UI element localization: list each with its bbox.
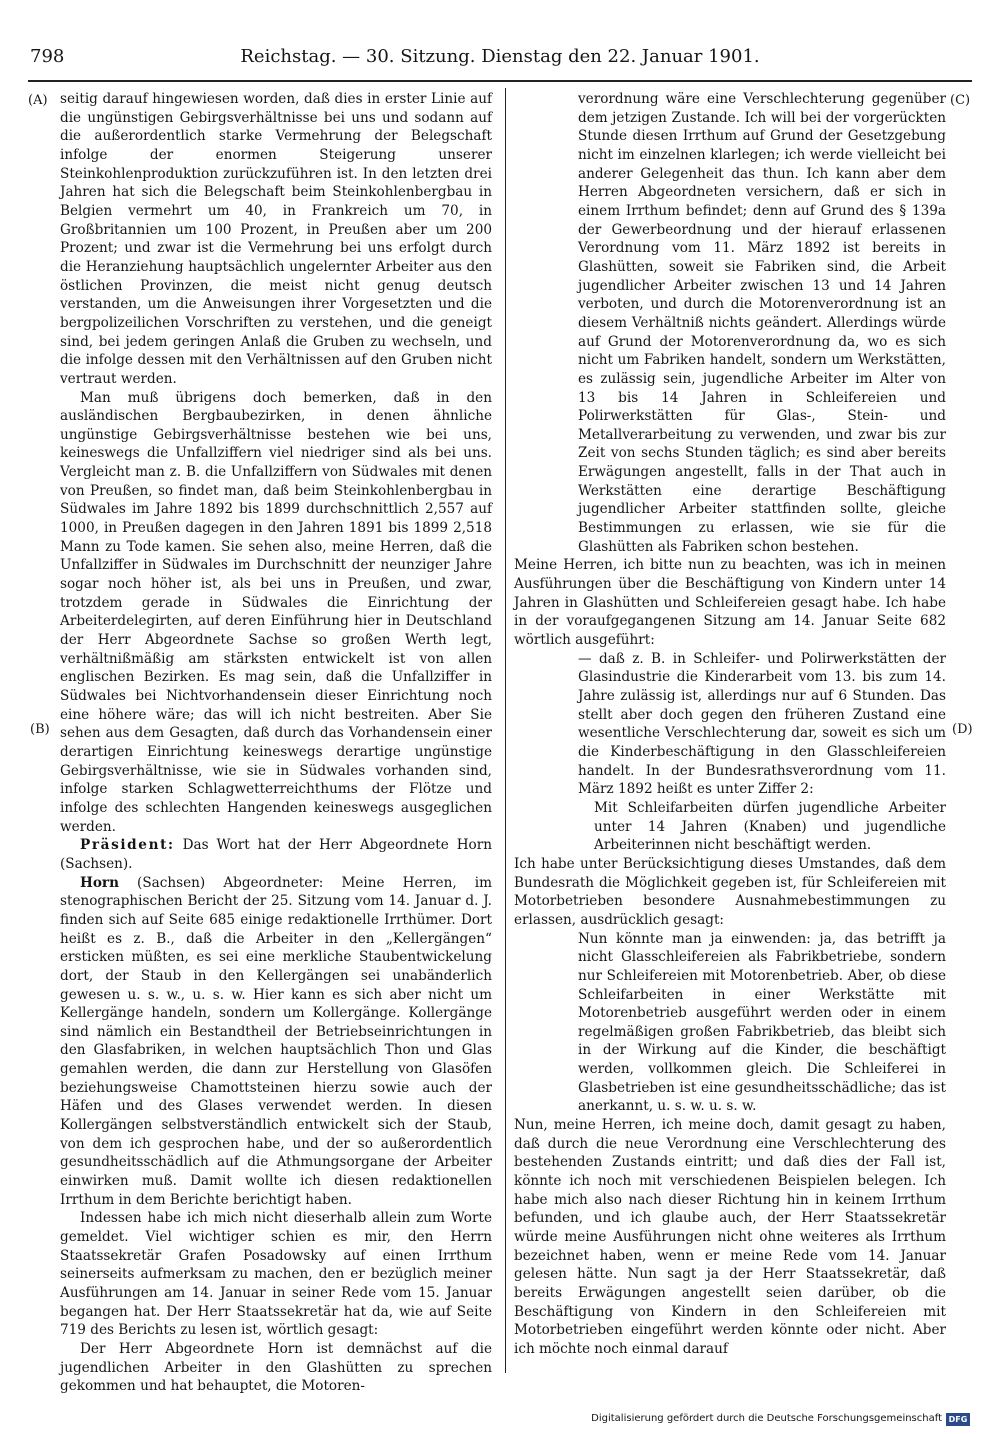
dfg-logo: DFG	[946, 1413, 970, 1426]
running-header	[30, 44, 970, 70]
block-quote: Nun könnte man ja einwenden: ja, das betrifft ja nicht Glasschleifereien als Fabrikbetriebe, sondern nur Schleifereien mit Motorenbetrieb. Aber, ob diese Schleifarbeiten in einer Werkstätte mit Motorenbetrieb ausgeführt werden oder in einem regelmäßigen großen Fabrikbetrieb, das bleibt sich in der Wirkung auf die Kinder, die beschäftigt werden, vollkommen gleich. Die Schleiferei in Glasbetrieben ist eine gesundheitsschädliche; das ist anerkannt, u. s. w. u. s. w.	[578, 930, 946, 1115]
margin-mark-a: (A)	[28, 93, 48, 108]
margin-mark-b: (B)	[30, 722, 50, 737]
digitization-footer	[591, 1412, 970, 1426]
footer-text: Digitalisierung gefördert durch die Deutsche Forschungsgemeinschaft	[591, 1413, 942, 1424]
paragraph-president	[60, 836, 492, 873]
speech-text: (Sachsen) Abgeordneter: Meine Herren, im stenographischen Bericht der 25. Sitzung vom 14. Januar d. J. finden sich auf Seite 685 einige redaktionelle Irrthümer. Dort heißt es z. B., daß die Arbeiter in den „Kellergängen“ ersticken müßten, es sei eine merkliche Staubentwickelung dort, der Staub in den Kellergängen sei unabänderlich gewesen u. s. w., u. s. w. Hier kann es sich aber nicht um Kellergänge handeln, sondern um Kollergänge. Kollergänge sind nämlich ein Bestandtheil der Betriebseinrichtungen in den Glasfabriken, in welchen hauptsächlich Thon und Glas gemahlen werden, die dann zur Herstellung von Glasöfen beziehungsweise Chamottsteinen hierzu sowie auch der Häfen und des Glases verwendet werden. In diesen Kollergängen selbstverständlich entwickelt sich der Staub, von dem ich gesprochen habe, und der so außerordentlich gesundheitsschädlich auf die Athmungsorgane der Arbeiter einwirken muß. Damit wollte ich diesen redaktionellen Irrthum in dem Berichte berichtigt haben.	[60, 874, 492, 1208]
column-divider	[505, 88, 506, 1373]
paragraph: Nun, meine Herren, ich meine doch, damit gesagt zu haben, daß durch die neue Verordnung eine Verschlechterung des bestehenden Zustands eintritt; und daß dies der Fall ist, könnte ich noch mit verschiedenen Beispielen belegen. Ich habe mich also nach dieser Richtung hin in keinem Irrthum befunden, und ich glaube auch, der Herr Staatssekretär würde meine Ausführungen nicht ohne weiteres als Irrthum bezeichnet haben, wenn er meine Rede vom 14. Januar gelesen hätte. Nun sagt ja der Herr Staatssekretär, daß bereits Erwägungen angestellt seien darüber, ob die Beschäftigung von Kindern in den Schleifereien mit Motorbetrieben eingeführt werden könnte oder nicht. Aber ich möchte noch einmal darauf	[514, 1117, 946, 1357]
right-column	[514, 90, 946, 1380]
paragraph: Meine Herren, ich bitte nun zu beachten, was ich in meinen Ausführungen über die Beschäftigung von Kindern unter 14 Jahren in Glashütten und Schleifereien gesagt habe. Ich habe in der voraufgegangenen Sitzung am 14. Januar Seite 682 wörtlich ausgeführt:	[514, 557, 946, 649]
left-column	[60, 90, 492, 1395]
header-rule	[28, 80, 972, 82]
margin-mark-d: (D)	[952, 722, 973, 737]
block-quote: — daß z. B. in Schleifer- und Polirwerkstätten der Glasindustrie die Kinderarbeit vom 13. bis zum 14. Jahre zulässig ist, allerdings nur auf 6 Stunden. Das stellt aber doch gegen den früheren Zustand eine wesentliche Verschlechterung dar, soweit es sich um die Kinderbeschäftigung in den Glasschleifereien handelt. In der Bundesrathsverordnung vom 11. März 1892 heißt es unter Ziffer 2:	[578, 650, 946, 798]
paragraph: Indessen habe ich mich nicht dieserhalb allein zum Worte gemeldet. Viel wichtiger schien es mir, den Herrn Staatssekretär Grafen Posadowsky auf einen Irrthum seinerseits aufmerksam zu machen, den er bezüglich meiner Ausführungen am 14. Januar in seiner Rede vom 15. Januar begangen hat. Der Herr Staatssekretär hat da, wie auf Seite 719 des Berichts zu lesen ist, wörtlich gesagt:	[60, 1210, 492, 1339]
speaker-name: Horn	[80, 874, 119, 891]
paragraph: Ich habe unter Berücksichtigung dieses Umstandes, daß dem Bundesrath die Möglichkeit gegeben ist, für Schleifereien mit Motorbetrieben besondere Ausnahmebestimmungen zu erlassen, ausdrücklich gesagt:	[514, 855, 946, 928]
page-number: 798	[30, 46, 65, 67]
block-quote: Der Herr Abgeordnete Horn ist demnächst auf die jugendlichen Arbeiter in den Glashütten zu sprechen gekommen und hat behauptet, die Motoren-	[60, 1340, 492, 1395]
speech-text: Das Wort hat der Herr Abgeordnete Horn (Sachsen).	[60, 837, 492, 872]
running-title: Reichstag. — 30. Sitzung. Dienstag den 22. Januar 1901.	[240, 46, 760, 67]
margin-mark-c: (C)	[950, 93, 971, 108]
paragraph-horn	[60, 874, 492, 1210]
paragraph: seitig darauf hingewiesen worden, daß dies in erster Linie auf die ungünstigen Gebirgsverhältnisse bei uns und sodann auf die außerordentlich starke Vermehrung der Belegschaft infolge der enormen Steigerung unserer Steinkohlenproduktion zurückzuführen ist. In den letzten drei Jahren hat sich die Belegschaft beim Steinkohlenbergbau in Belgien vermehrt um 40, in Frankreich um 70, in Großbritannien um 100 Prozent, in Preußen aber um 200 Prozent; und zwar ist die Vermehrung bei uns erfolgt durch die Heranziehung hauptsächlich ungelernter Arbeiter aus den östlichen Provinzen, die meist nicht genug deutsch verstanden, um die Anweisungen ihrer Vorgesetzten und die bergpolizeilichen Vorschriften zu verstehen, und die geneigt sind, bei jedem geringen Anlaß die Gruben zu wechseln, und die infolge dessen mit den Verhältnissen auf den Gruben nicht vertraut werden.	[60, 91, 492, 387]
paragraph: Man muß übrigens doch bemerken, daß in den ausländischen Bergbaubezirken, in denen ähnliche ungünstige Gebirgsverhältnisse bestehen wie bei uns, keineswegs die Unfallziffern viel niedriger sind als bei uns. Vergleicht man z. B. die Unfallziffern von Südwales mit denen von Preußen, so findet man, daß beim Steinkohlenbergbau in Südwales im Jahre 1892 bis 1899 durchschnittlich 2,557 auf 1000, in Preußen dagegen in den Jahren 1891 bis 1899 2,518 Mann zu Tode kamen. Sie sehen also, meine Herren, daß die Unfallziffer in Südwales im Durchschnitt der neunziger Jahre sogar noch höher ist, als bei uns in Preußen, und zwar, trotzdem gerade in Südwales die Einrichtung der Arbeiterdelegirten, auf deren Einführung hier in Deutschland der Herr Abgeordnete Sachse so großen Werth legt, verhältnißmäßig am stärksten entwickelt ist von allen englischen Bezirken. Es mag sein, daß die Unfallziffer in Südwales bei Nichtvorhandensein dieser Einrichtung noch eine höhere wäre; das will ich nicht bestreiten. Aber Sie sehen aus dem Gesagten, daß durch das Vorhandensein einer derartigen Einrichtung keineswegs derartige ungünstige Gebirgsverhältnisse, wie sie in Südwales vorhanden sind, infolge starken Schlagwetterreichthums der Flötze und infolge des schlechten Hangenden keineswegs ausgeglichen werden.	[60, 389, 492, 835]
speaker-name: Präsident:	[80, 837, 175, 854]
nested-quote: Mit Schleifarbeiten dürfen jugendliche Arbeiter unter 14 Jahren (Knaben) und jugendliche Arbeiterinnen nicht beschäftigt werden.	[594, 799, 946, 854]
block-quote: verordnung wäre eine Verschlechterung gegenüber dem jetzigen Zustande. Ich will bei der vorgerückten Stunde diesen Irrthum auf Grund der Gesetzgebung nicht im einzelnen klarlegen; ich werde vielleicht bei anderer Gelegenheit das thun. Ich kann aber dem Herren Abgeordneten versichern, daß er sich in einem Irrthum befindet; denn auf Grund des § 139a der Gewerbeordnung und der hierauf erlassenen Verordnung vom 11. März 1892 ist bereits in Glashütten, soweit sie Fabriken sind, die Arbeit jugendlicher Arbeiter zwischen 13 und 14 Jahren verboten, und durch die Motorenverordnung ist an diesem Verhältniß nichts geändert. Allerdings würde auf Grund der Motorenverordnung da, wo es sich nicht um Fabriken handelt, sondern um Werkstätten, es zulässig sein, jugendliche Arbeiter im Alter von 13 bis 14 Jahren in Schleifereien und Polirwerkstätten für Glas-, Stein- und Metallverarbeitung zu verwenden, und zwar bis zur Zeit von sechs Stunden täglich; es sind aber bereits Erwägungen angestellt, falls in der That auch in Werkstätten eine derartige Beschäftigung jugendlicher Arbeiter stattfinden sollte, gleiche Bestimmungen zu erlassen, wie sie für die Glashütten als Fabriken schon bestehen.	[578, 91, 946, 555]
